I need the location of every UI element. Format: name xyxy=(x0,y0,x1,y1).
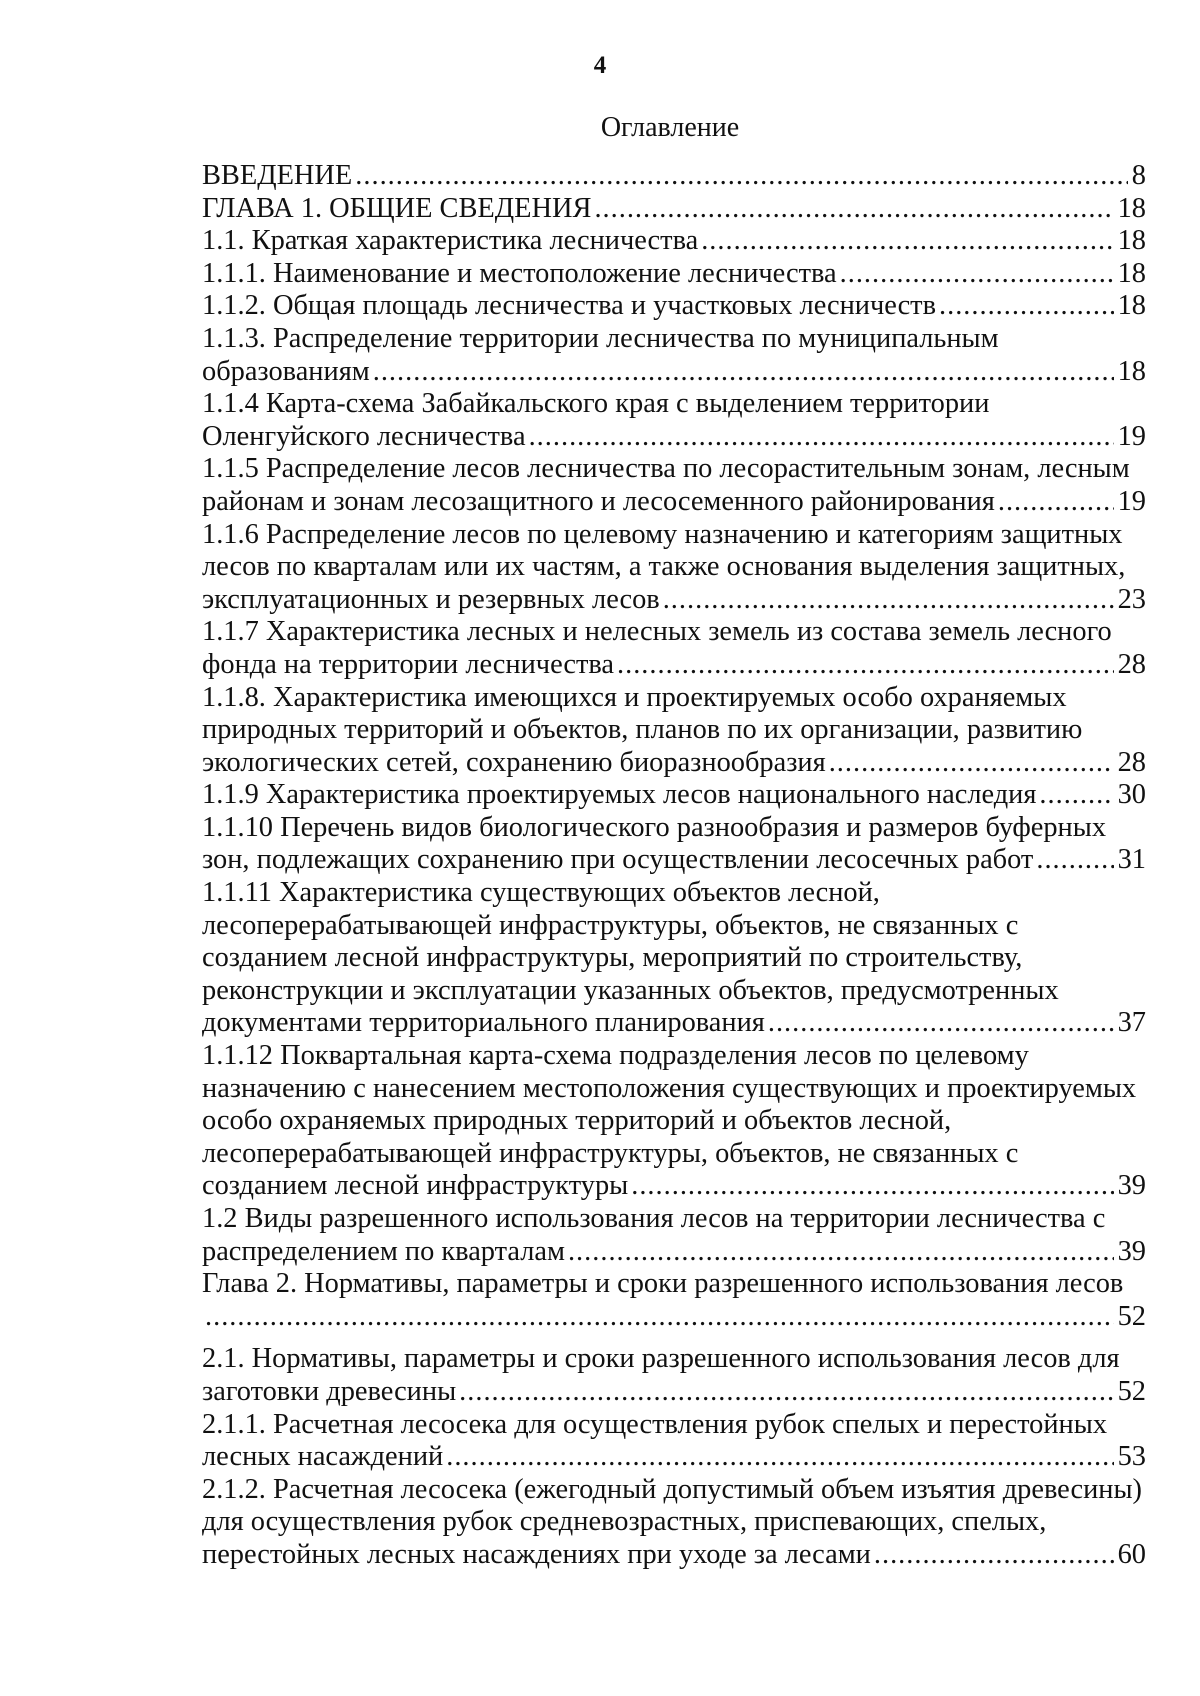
toc-entry-leader-line xyxy=(202,160,1146,193)
toc-entry-page: 19 xyxy=(1117,485,1146,517)
toc-entry-leader-line xyxy=(202,844,1146,877)
toc-entry xyxy=(202,193,1146,226)
toc-entry-line: 2.1.2. Расчетная лесосека (ежегодный допустимый объем изъятия древесины) xyxy=(202,1473,1143,1505)
toc-entry-text: Оленгуйского лесничества xyxy=(202,420,526,452)
toc-entry-page: 53 xyxy=(1117,1441,1146,1473)
toc-entry-text: районам и зонам лесозащитного и лесосеменного районирования xyxy=(202,485,995,517)
toc-entry-text: зон, подлежащих сохранению при осуществлении лесосечных работ xyxy=(202,844,1034,876)
toc-entry-leader-line xyxy=(202,356,1146,389)
toc-entry-page: 18 xyxy=(1117,225,1146,257)
toc-entry-text: экологических сетей, сохранению биоразнообразия xyxy=(202,746,826,778)
toc-entry-page: 39 xyxy=(1117,1170,1146,1202)
toc-entry-text: 1.1.2. Общая площадь лесничества и участковых лесничеств xyxy=(202,290,936,322)
dot-leader xyxy=(529,421,1114,454)
toc-entry-text: 1.1.1. Наименование и местоположение лесничества xyxy=(202,257,837,289)
toc-entry-line: созданием лесной инфраструктуры, мероприятий по строительству, xyxy=(202,942,1023,974)
dot-leader xyxy=(446,1441,1113,1474)
toc-entry-line: особо охраняемых природных территорий и объектов лесной, xyxy=(202,1105,952,1137)
toc-entry-page: 31 xyxy=(1117,844,1146,876)
dot-leader xyxy=(701,225,1113,258)
dot-leader xyxy=(874,1539,1114,1572)
toc-entry xyxy=(202,290,1146,323)
toc-entry-line: 1.1.5 Распределение лесов лесничества по лесорастительным зонам, лесным xyxy=(202,453,1130,485)
toc-entry-text: документами территориального планирования xyxy=(202,1007,765,1039)
dot-leader xyxy=(829,747,1114,780)
toc-entry xyxy=(202,1409,1146,1474)
toc-entry xyxy=(202,1343,1146,1408)
toc-entry xyxy=(202,323,1146,388)
toc-entry xyxy=(202,519,1146,617)
toc-entry-text: образованиям xyxy=(202,355,370,387)
toc-entry-text: 1.1.9 Характеристика проектируемых лесов национального наследия xyxy=(202,779,1037,811)
toc-entry-leader-line xyxy=(202,421,1146,454)
toc-entry-page: 18 xyxy=(1117,192,1146,224)
toc-entry-page: 52 xyxy=(1117,1300,1146,1332)
toc-entry-page: 8 xyxy=(1131,160,1146,191)
toc-entry xyxy=(202,779,1146,812)
dot-leader xyxy=(205,1301,1114,1334)
dot-leader xyxy=(768,1007,1114,1040)
toc-entry-page: 30 xyxy=(1117,779,1146,811)
toc-entry-text: ВВЕДЕНИЕ xyxy=(202,160,353,191)
toc-entry-page: 28 xyxy=(1117,648,1146,680)
toc-entry-page: 23 xyxy=(1117,583,1146,615)
dot-leader xyxy=(617,649,1114,682)
dot-leader xyxy=(568,1236,1114,1269)
dot-leader xyxy=(594,193,1113,226)
toc-entry-text: эксплуатационных и резервных лесов xyxy=(202,583,660,615)
toc-entry-line: 1.1.6 Распределение лесов по целевому назначению и категориям защитных xyxy=(202,518,1123,550)
toc-entry-page: 52 xyxy=(1117,1375,1146,1407)
toc-entry-leader-line xyxy=(202,584,1146,617)
toc-entry-leader-line xyxy=(202,649,1146,682)
toc-entry-line: лесоперерабатывающей инфраструктуры, объектов, не связанных с xyxy=(202,909,1019,941)
toc-entry-leader-line xyxy=(202,1301,1146,1334)
toc-entry-leader-line xyxy=(202,258,1146,291)
toc-entry-line: лесоперерабатывающей инфраструктуры, объектов, не связанных с xyxy=(202,1137,1019,1169)
toc-entry-text: фонда на территории лесничества xyxy=(202,648,615,680)
toc-entry xyxy=(202,258,1146,291)
toc-entry-line: для осуществления рубок средневозрастных, приспевающих, спелых, xyxy=(202,1506,1047,1538)
toc-entry-leader-line xyxy=(202,486,1146,519)
page-number: 4 xyxy=(593,52,607,79)
toc-entry-text: заготовки древесины xyxy=(202,1375,457,1407)
toc-entry-leader-line xyxy=(202,1539,1146,1572)
toc-entry xyxy=(202,1474,1146,1572)
toc-entry-leader-line xyxy=(202,225,1146,258)
toc-entry-text: ГЛАВА 1. ОБЩИЕ СВЕДЕНИЯ xyxy=(202,192,592,224)
toc-entry xyxy=(202,616,1146,681)
dot-leader xyxy=(459,1376,1113,1409)
toc-entry-text: распределением по кварталам xyxy=(202,1235,565,1267)
dot-leader xyxy=(840,258,1114,291)
spacer xyxy=(202,1333,1146,1343)
toc-entry-line: 1.1.3. Распределение территории лесничества по муниципальным xyxy=(202,322,999,354)
toc-entry-leader-line xyxy=(202,1236,1146,1269)
dot-leader xyxy=(998,486,1114,519)
toc-entry xyxy=(202,453,1146,518)
toc-entry xyxy=(202,1203,1146,1268)
toc-entry-page: 37 xyxy=(1117,1007,1146,1039)
dot-leader xyxy=(1039,779,1113,812)
toc-entry-page: 18 xyxy=(1117,355,1146,387)
toc-entry-page: 28 xyxy=(1117,746,1146,778)
toc-entry-page: 39 xyxy=(1117,1235,1146,1267)
dot-leader xyxy=(1036,844,1113,877)
toc-entry-line: назначению с нанесением местоположения существующих и проектируемых xyxy=(202,1072,1137,1104)
toc-entry-text: лесных насаждений xyxy=(202,1441,444,1473)
toc-entry xyxy=(202,812,1146,877)
toc-entry-line: 1.1.4 Карта-схема Забайкальского края с выделением территории xyxy=(202,388,990,420)
toc-entry-leader-line xyxy=(202,779,1146,812)
toc-entry-page: 18 xyxy=(1117,257,1146,289)
toc-entry-leader-line xyxy=(202,1170,1146,1203)
toc-entry-line: 1.1.10 Перечень видов биологического разнообразия и размеров буферных xyxy=(202,811,1107,843)
toc-entry-text: созданием лесной инфраструктуры xyxy=(202,1170,629,1202)
toc-entry xyxy=(202,225,1146,258)
toc-entry-line: 1.1.11 Характеристика существующих объектов лесной, xyxy=(202,877,880,909)
toc-entry-line: 2.1. Нормативы, параметры и сроки разрешенного использования лесов для xyxy=(202,1343,1120,1375)
toc-entry-leader-line xyxy=(202,193,1146,226)
toc-entry xyxy=(202,388,1146,453)
toc-entry-page: 60 xyxy=(1117,1538,1146,1570)
toc-entry-line: 1.1.12 Поквартальная карта-схема подразделения лесов по целевому xyxy=(202,1040,1029,1072)
toc-entry-page: 18 xyxy=(1117,290,1146,322)
dot-leader xyxy=(663,584,1114,617)
dot-leader xyxy=(373,356,1114,389)
table-of-contents xyxy=(202,160,1146,1572)
toc-entry-page: 19 xyxy=(1117,420,1146,452)
toc-title: Оглавление xyxy=(600,112,740,143)
toc-entry-text: перестойных лесных насаждениях при уходе за лесами xyxy=(202,1538,871,1570)
dot-leader xyxy=(355,160,1128,193)
toc-entry xyxy=(202,1268,1146,1333)
toc-entry-line: 1.1.7 Характеристика лесных и нелесных земель из состава земель лесного xyxy=(202,616,1112,648)
toc-entry xyxy=(202,877,1146,1040)
dot-leader xyxy=(631,1170,1113,1203)
toc-entry-line: 2.1.1. Расчетная лесосека для осуществления рубок спелых и перестойных xyxy=(202,1408,1108,1440)
toc-entry-line: 1.1.8. Характеристика имеющихся и проектируемых особо охраняемых xyxy=(202,681,1067,713)
toc-entry-leader-line xyxy=(202,747,1146,780)
toc-entry-line: природных территорий и объектов, планов по их организации, развитию xyxy=(202,714,1083,746)
toc-entry-leader-line xyxy=(202,1441,1146,1474)
dot-leader xyxy=(939,290,1114,323)
toc-entry-line: реконструкции и эксплуатации указанных объектов, предусмотренных xyxy=(202,974,1059,1006)
toc-entry-leader-line xyxy=(202,290,1146,323)
toc-entry xyxy=(202,1040,1146,1203)
toc-entry-leader-line xyxy=(202,1007,1146,1040)
toc-entry xyxy=(202,160,1146,193)
toc-entry-text: 1.1. Краткая характеристика лесничества xyxy=(202,225,699,257)
toc-entry-line: лесов по кварталам или их частям, а также основания выделения защитных, xyxy=(202,551,1126,583)
toc-entry xyxy=(202,682,1146,780)
toc-entry-leader-line xyxy=(202,1376,1146,1409)
toc-entry-line: 1.2 Виды разрешенного использования лесов на территории лесничества с xyxy=(202,1203,1106,1234)
toc-entry-line: Глава 2. Нормативы, параметры и сроки разрешенного использования лесов xyxy=(202,1268,1124,1300)
